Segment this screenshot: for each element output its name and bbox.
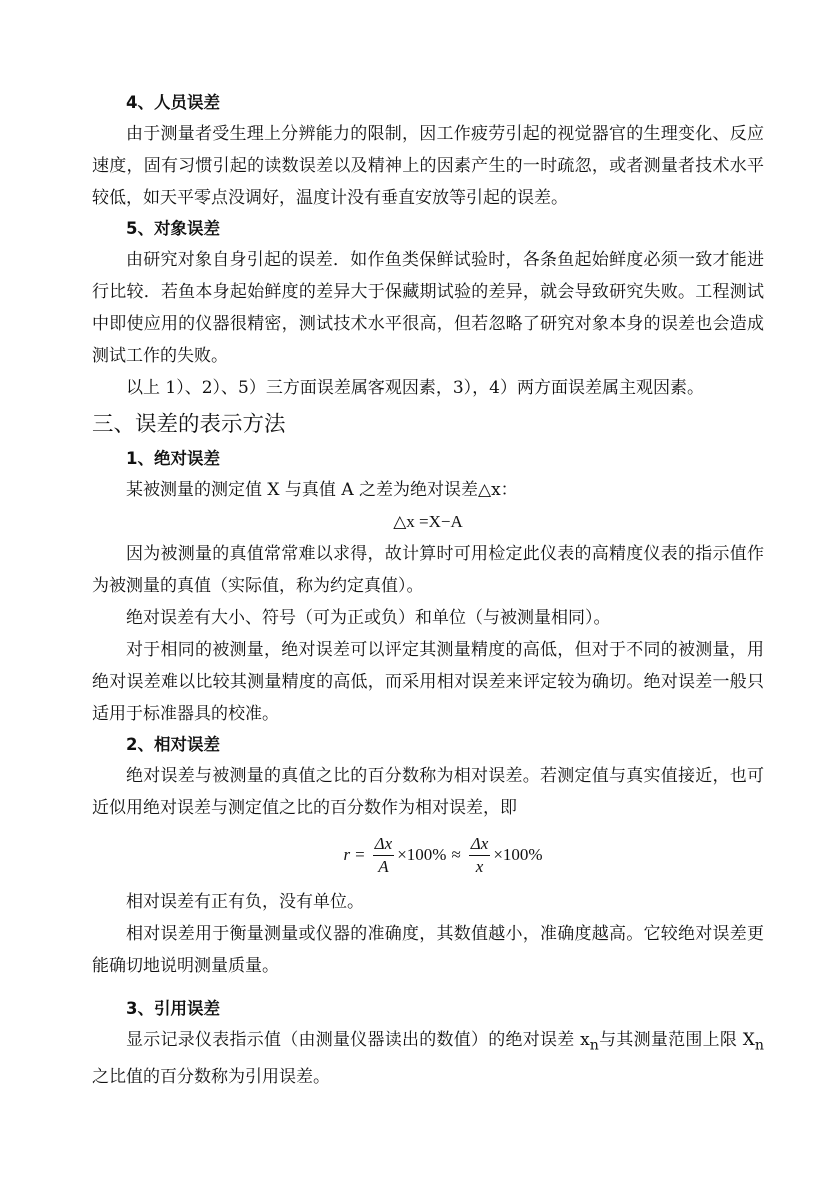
formula-approx: ≈ xyxy=(451,845,461,864)
paragraph-summary: 以上 1）、2）、5）三方面误差属客观因素，3），4）两方面误差属主观因素。 xyxy=(126,378,704,398)
paragraph-relative-error-usage: 相对误差用于衡量测量或仪器的准确度，其数值越小，准确度越高。它较绝对误差更能确切地说明测量质量。 xyxy=(92,924,764,976)
fraction-delta-over-a xyxy=(373,834,395,877)
page-content xyxy=(92,88,764,1093)
formula-lhs: r xyxy=(343,845,351,864)
formula-times-percent: ×100% xyxy=(493,845,543,864)
fraction-delta-over-x xyxy=(469,834,491,877)
section-title-reference-error: 3、引用误差 xyxy=(126,999,220,1018)
paragraph-object-error: 由研究对象自身引起的误差．如作鱼类保鲜试验时，各条鱼起始鲜度必须一致才能进行比较．若鱼本身起始鲜度的差异大于保藏期试验的差异，就会导致研究失败。工程测试中即使应用的仪器很精密，测试技术水平很高，但若忽略了研究对象本身的误差也会造成测试工作的失败。 xyxy=(92,250,764,366)
text-segment: 之比值的百分数称为引用误差。 xyxy=(92,1067,330,1088)
section-title-absolute-error: 1、绝对误差 xyxy=(126,449,220,468)
spacer xyxy=(92,982,764,994)
paragraph-absolute-error-properties: 绝对误差有大小、符号（可为正或负）和单位（与被测量相同）。 xyxy=(126,608,611,628)
text-segment: 显示记录仪表指示值（由测量仪器读出的数值）的绝对误差 x xyxy=(126,1030,590,1050)
section-title-personnel-error: 4、人员误差 xyxy=(126,93,220,112)
section-title-relative-error: 2、相对误差 xyxy=(126,735,220,754)
paragraph-relative-error-sign: 相对误差有正有负，没有单位。 xyxy=(126,892,364,912)
paragraph-absolute-error-usage: 对于相同的被测量，绝对误差可以评定其测量精度的高低，但对于不同的被测量，用绝对误差难以比较其测量精度的高低，而采用相对误差来评定较为确切。绝对误差一般只适用于标准器具的校准。 xyxy=(92,640,764,724)
subscript: n xyxy=(589,1037,599,1054)
text-segment: 与其测量范围上限 X xyxy=(598,1030,755,1050)
fraction-numerator: Δx xyxy=(469,834,491,856)
formula-absolute-error: △x =X−A xyxy=(393,512,463,531)
paragraph-relative-error-def: 绝对误差与被测量的真值之比的百分数称为相对误差。若测定值与真实值接近，也可近似用绝对误差与测定值之比的百分数作为相对误差，即 xyxy=(92,766,764,818)
section-title-object-error: 5、对象误差 xyxy=(126,219,220,238)
paragraph-reference-error-def xyxy=(92,1024,764,1093)
fraction-numerator: Δx xyxy=(373,834,395,856)
formula-times-percent: ×100% xyxy=(397,845,447,864)
paragraph-personnel-error: 由于测量者受生理上分辨能力的限制，因工作疲劳引起的视觉器官的生理变化、反应速度，固有习惯引起的读数误差以及精神上的因素产生的一时疏忽，或者测量者技术水平较低，如天平零点没调好，温度计没有垂直安放等引起的误差。 xyxy=(92,124,764,208)
fraction-denominator: A xyxy=(378,856,389,876)
paragraph-absolute-error-def: 某被测量的测定值 X 与真值 A 之差为绝对误差△x： xyxy=(126,480,518,500)
formula-equals: = xyxy=(355,845,365,864)
fraction-denominator: x xyxy=(475,856,484,876)
formula-relative-error xyxy=(92,824,764,886)
chapter-title: 三、误差的表示方法 xyxy=(92,412,286,437)
paragraph-absolute-error-true-value: 因为被测量的真值常常难以求得，故计算时可用检定此仪表的高精度仪表的指示值作为被测量的真值（实际值，称为约定真值）。 xyxy=(92,544,764,596)
subscript: n xyxy=(754,1037,764,1054)
